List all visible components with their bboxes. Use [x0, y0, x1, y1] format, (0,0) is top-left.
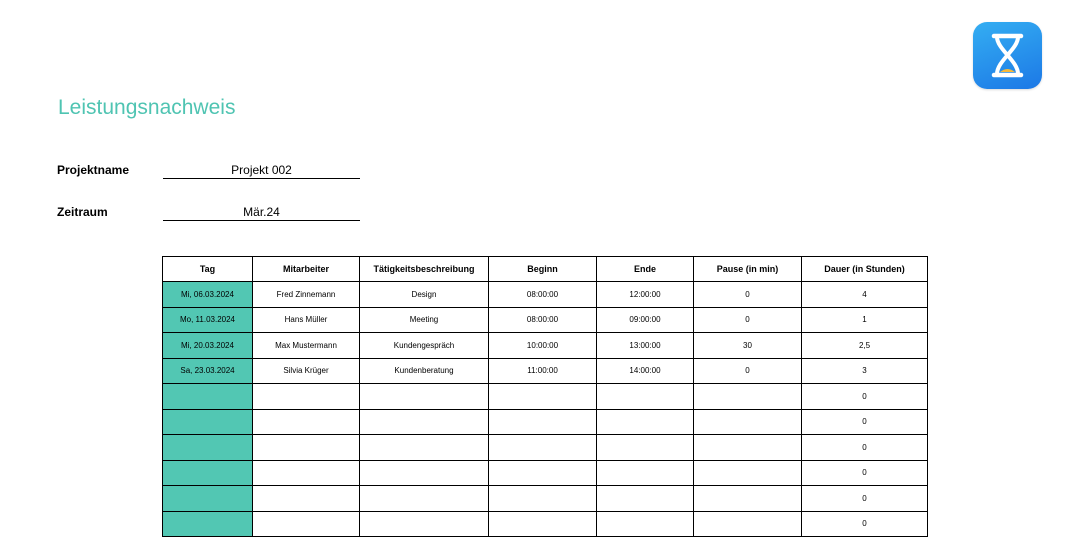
cell-start: 08:00:00 — [489, 307, 597, 333]
cell-employee — [253, 435, 360, 461]
cell-start — [489, 511, 597, 537]
cell-activity — [360, 486, 489, 512]
cell-end: 14:00:00 — [597, 358, 694, 384]
cell-activity — [360, 384, 489, 410]
cell-tag — [163, 384, 253, 410]
cell-activity: Kundengespräch — [360, 333, 489, 359]
period-value: Mär.24 — [163, 204, 360, 221]
table-row — [163, 460, 928, 486]
column-header-activity: Tätigkeitsbeschreibung — [360, 257, 489, 282]
column-header-duration: Dauer (in Stunden) — [802, 257, 928, 282]
cell-break — [694, 409, 802, 435]
cell-start — [489, 460, 597, 486]
cell-duration: 0 — [802, 409, 928, 435]
cell-break — [694, 486, 802, 512]
cell-break — [694, 435, 802, 461]
cell-duration: 0 — [802, 486, 928, 512]
cell-break — [694, 511, 802, 537]
cell-tag — [163, 511, 253, 537]
cell-activity: Design — [360, 282, 489, 308]
table-row — [163, 435, 928, 461]
cell-break: 0 — [694, 307, 802, 333]
cell-employee — [253, 384, 360, 410]
cell-tag — [163, 460, 253, 486]
cell-tag: Mi, 20.03.2024 — [163, 333, 253, 359]
cell-duration: 3 — [802, 358, 928, 384]
cell-end — [597, 511, 694, 537]
cell-break — [694, 460, 802, 486]
cell-start: 10:00:00 — [489, 333, 597, 359]
cell-activity — [360, 511, 489, 537]
column-header-start: Beginn — [489, 257, 597, 282]
cell-end: 09:00:00 — [597, 307, 694, 333]
period-label: Zeitraum — [57, 205, 108, 219]
cell-activity — [360, 435, 489, 461]
cell-employee — [253, 511, 360, 537]
cell-duration: 0 — [802, 384, 928, 410]
timesheet-table — [162, 256, 928, 537]
cell-start — [489, 435, 597, 461]
cell-end: 12:00:00 — [597, 282, 694, 308]
table-row — [163, 486, 928, 512]
cell-end — [597, 409, 694, 435]
cell-end: 13:00:00 — [597, 333, 694, 359]
cell-start: 11:00:00 — [489, 358, 597, 384]
table-row — [163, 409, 928, 435]
cell-tag — [163, 486, 253, 512]
cell-tag: Mo, 11.03.2024 — [163, 307, 253, 333]
cell-employee — [253, 486, 360, 512]
cell-start — [489, 384, 597, 410]
cell-break: 0 — [694, 282, 802, 308]
table-row — [163, 307, 928, 333]
table-row — [163, 358, 928, 384]
cell-duration: 0 — [802, 460, 928, 486]
cell-break: 30 — [694, 333, 802, 359]
cell-employee: Fred Zinnemann — [253, 282, 360, 308]
document-title: Leistungsnachweis — [58, 96, 236, 119]
cell-tag — [163, 409, 253, 435]
cell-tag — [163, 435, 253, 461]
cell-employee — [253, 409, 360, 435]
cell-break — [694, 384, 802, 410]
cell-duration: 4 — [802, 282, 928, 308]
column-header-end: Ende — [597, 257, 694, 282]
cell-employee: Hans Müller — [253, 307, 360, 333]
table-row — [163, 282, 928, 308]
table-row — [163, 511, 928, 537]
cell-tag: Sa, 23.03.2024 — [163, 358, 253, 384]
cell-employee — [253, 460, 360, 486]
cell-activity: Kundenberatung — [360, 358, 489, 384]
cell-activity: Meeting — [360, 307, 489, 333]
cell-duration: 1 — [802, 307, 928, 333]
cell-employee: Max Mustermann — [253, 333, 360, 359]
cell-start — [489, 409, 597, 435]
column-header-employee: Mitarbeiter — [253, 257, 360, 282]
cell-end — [597, 435, 694, 461]
column-header-tag: Tag — [163, 257, 253, 282]
cell-break: 0 — [694, 358, 802, 384]
cell-activity — [360, 409, 489, 435]
table-header-row — [163, 257, 928, 282]
cell-activity — [360, 460, 489, 486]
cell-tag: Mi, 06.03.2024 — [163, 282, 253, 308]
cell-duration: 0 — [802, 435, 928, 461]
cell-end — [597, 486, 694, 512]
cell-end — [597, 384, 694, 410]
cell-employee: Silvia Krüger — [253, 358, 360, 384]
table-row — [163, 384, 928, 410]
cell-start: 08:00:00 — [489, 282, 597, 308]
column-header-break: Pause (in min) — [694, 257, 802, 282]
hourglass-icon — [973, 22, 1042, 89]
cell-end — [597, 460, 694, 486]
cell-start — [489, 486, 597, 512]
project-name-label: Projektname — [57, 163, 130, 177]
cell-duration: 0 — [802, 511, 928, 537]
cell-duration: 2,5 — [802, 333, 928, 359]
hourglass-app-icon[interactable] — [973, 22, 1042, 89]
table-row — [163, 333, 928, 359]
project-name-value: Projekt 002 — [163, 162, 360, 179]
